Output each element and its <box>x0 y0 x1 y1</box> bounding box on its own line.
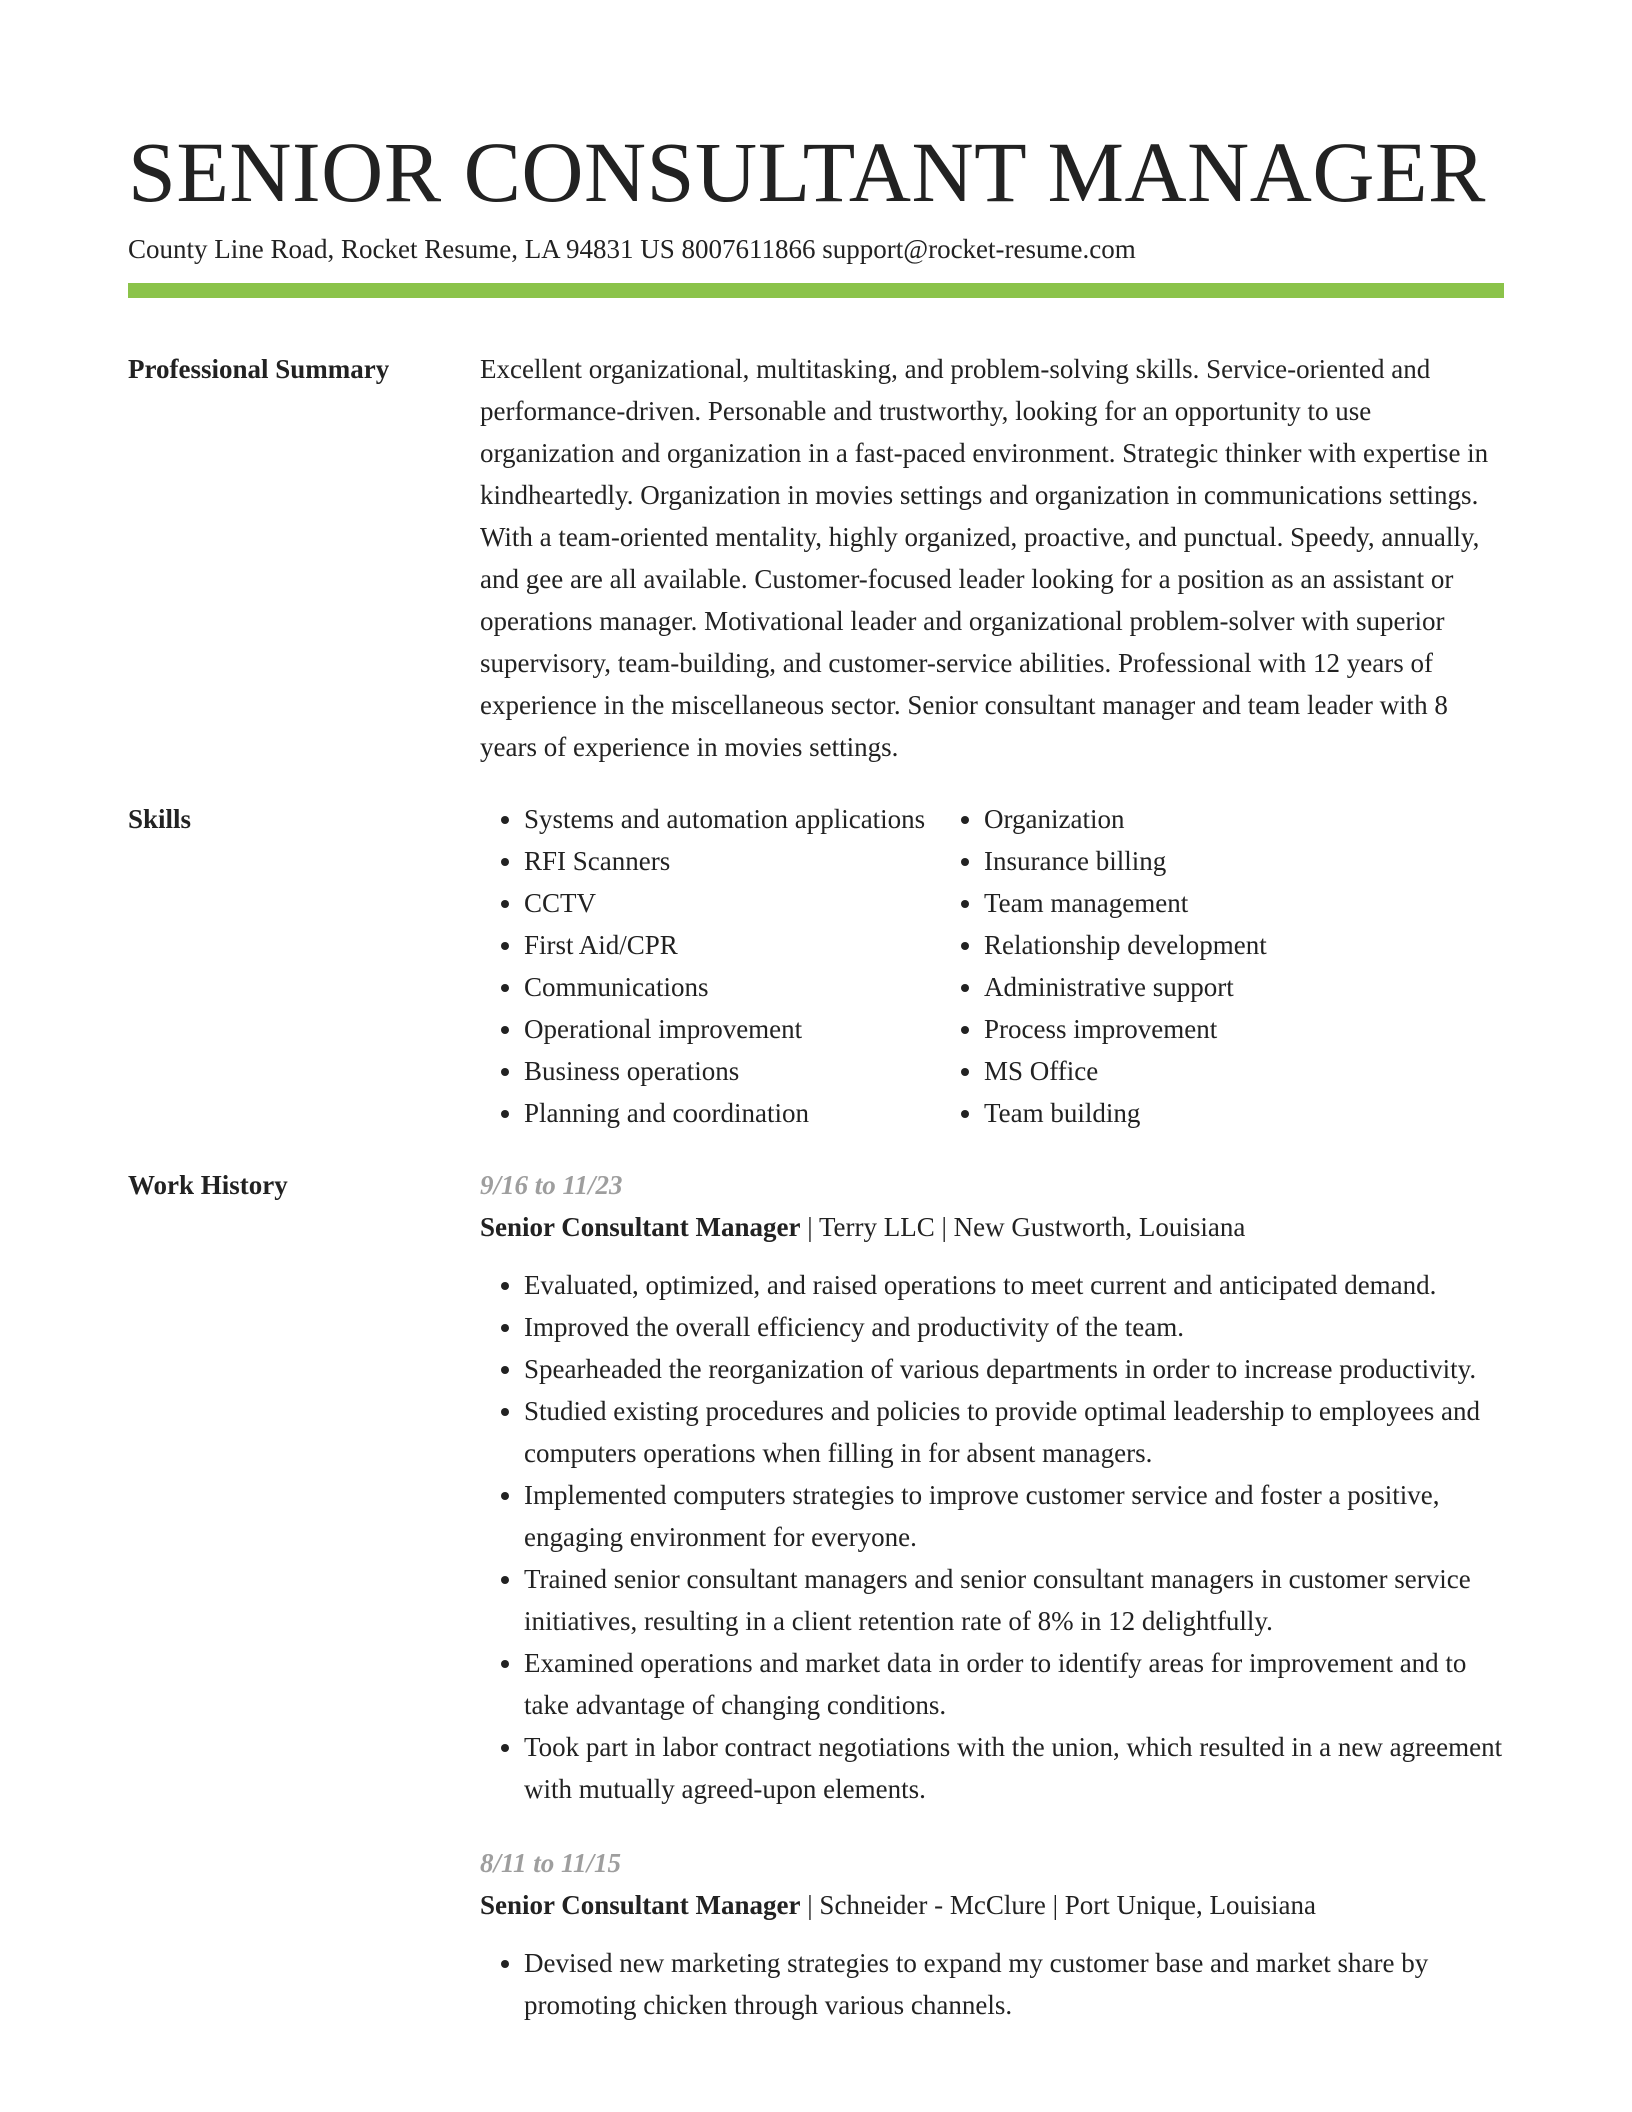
skill-item: • Insurance billing <box>984 840 1500 882</box>
resume-page <box>128 0 1504 2026</box>
skill-item: • Organization <box>984 798 1500 840</box>
job-bullet: • Devised new marketing strategies to expand my customer base and market share by promoting chicken through various channels. <box>524 1942 1504 2026</box>
skill-item: • Process improvement <box>984 1008 1500 1050</box>
skill-item: • Administrative support <box>984 966 1500 1008</box>
job-bullet: • Implemented computers strategies to improve customer service and foster a positive, engaging environment for everyone. <box>524 1474 1504 1558</box>
summary-text: Excellent organizational, multitasking, and problem-solving skills. Service-oriented and performance-driven. Personable and trustworthy, looking for an opportunity to use organization and organization in a fast-paced environment. Strategic thinker with expertise in kindheartedly. Organization in movies settings and organization in communications settings. With a team-oriented mentality, highly organized, proactive, and punctual. Speedy, annually, and gee are all available. Customer-focused leader looking for a position as an assistant or operations manager. Motivational leader and organizational problem-solver with superior supervisory, team-building, and customer-service abilities. Professional with 12 years of experience in the miscellaneous sector. Senior consultant manager and team leader with 8 years of experience in movies settings. <box>480 354 1489 762</box>
skill-item: • Operational improvement <box>524 1008 940 1050</box>
job-title: Senior Consultant Manager <box>480 1890 801 1920</box>
skill-item: • Systems and automation applications <box>524 798 940 840</box>
job-dates: 8/11 to 11/15 <box>480 1848 622 1878</box>
skills-columns <box>480 798 1504 1134</box>
job-bullet: • Evaluated, optimized, and raised operations to meet current and anticipated demand. <box>524 1264 1504 1306</box>
skill-item: • Planning and coordination <box>524 1092 940 1134</box>
job-bullet-list <box>480 1942 1504 2026</box>
job-bullet-list <box>480 1264 1504 1810</box>
skill-item: • Business operations <box>524 1050 940 1092</box>
job-employer-location: | Terry LLC | New Gustworth, Louisiana <box>800 1212 1246 1242</box>
skill-item: • RFI Scanners <box>524 840 940 882</box>
job-title-line <box>480 1206 1504 1248</box>
contact-address: County Line Road, Rocket Resume, LA 94831 US <box>128 234 682 264</box>
job-bullet: • Trained senior consultant managers and senior consultant managers in customer service initiatives, resulting in a client retention rate of 8% in 12 delightfully. <box>524 1558 1504 1642</box>
job-entry <box>480 1164 1504 1810</box>
summary-heading: Professional Summary <box>128 354 390 384</box>
header-divider <box>128 283 1504 298</box>
skill-item: • MS Office <box>984 1050 1500 1092</box>
skill-item: • Team building <box>984 1092 1500 1134</box>
work-history-section <box>128 1164 1504 2026</box>
candidate-name: SENIOR CONSULTANT MANAGER <box>128 124 1486 220</box>
work-history-body <box>480 1164 1504 2026</box>
summary-section <box>128 348 1504 768</box>
skills-list-left <box>480 798 940 1134</box>
job-title-line <box>480 1884 1504 1926</box>
job-employer-location: | Schneider - McClure | Port Unique, Louisiana <box>800 1890 1316 1920</box>
skill-item: • Communications <box>524 966 940 1008</box>
job-bullet: • Studied existing procedures and policies to provide optimal leadership to employees and computers operations when filling in for absent managers. <box>524 1390 1504 1474</box>
contact-line <box>128 232 1504 266</box>
work-history-heading: Work History <box>128 1170 288 1200</box>
skill-item: • Relationship development <box>984 924 1500 966</box>
skills-heading: Skills <box>128 804 192 834</box>
contact-phone: 8007611866 <box>681 234 823 264</box>
job-bullet: • Improved the overall efficiency and productivity of the team. <box>524 1306 1504 1348</box>
skill-item: • CCTV <box>524 882 940 924</box>
skill-item: • First Aid/CPR <box>524 924 940 966</box>
contact-email: support@rocket-resume.com <box>822 234 1136 264</box>
job-dates: 9/16 to 11/23 <box>480 1170 623 1200</box>
job-bullet: • Examined operations and market data in order to identify areas for improvement and to take advantage of changing conditions. <box>524 1642 1504 1726</box>
job-bullet: • Took part in labor contract negotiations with the union, which resulted in a new agreement with mutually agreed-upon elements. <box>524 1726 1504 1810</box>
skills-list-right <box>940 798 1500 1134</box>
skill-item: • Team management <box>984 882 1500 924</box>
skills-section <box>128 798 1504 1134</box>
job-title: Senior Consultant Manager <box>480 1212 801 1242</box>
job-entry <box>480 1842 1504 2026</box>
job-bullet: • Spearheaded the reorganization of various departments in order to increase productivity. <box>524 1348 1504 1390</box>
